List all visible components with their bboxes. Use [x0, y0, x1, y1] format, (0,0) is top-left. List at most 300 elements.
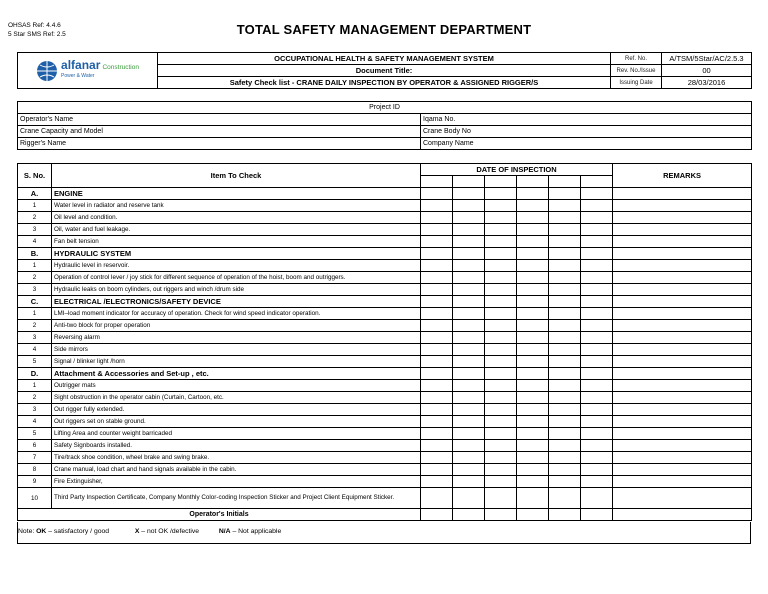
item-number: 3 — [18, 224, 52, 236]
inspection-checkbox[interactable] — [549, 440, 581, 452]
remarks-cell[interactable] — [613, 200, 752, 212]
x-text: – not OK /defective — [141, 528, 200, 535]
inspection-checkbox[interactable] — [485, 320, 517, 332]
inspection-checkbox[interactable] — [453, 272, 485, 284]
item-number: 4 — [18, 416, 52, 428]
item-number: 2 — [18, 272, 52, 284]
inspection-checkbox[interactable] — [517, 428, 549, 440]
inspection-checkbox[interactable] — [581, 236, 613, 248]
section-row — [18, 368, 752, 380]
logo-cell — [18, 53, 158, 89]
item-text: Third Party Inspection Certificate, Company Monthly Color-coding Inspection Sticker and Project Client Equipment Sticker. — [52, 488, 421, 509]
inspection-checkbox[interactable] — [517, 332, 549, 344]
item-text: Water level in radiator and reserve tank — [52, 200, 421, 212]
inspection-checkbox[interactable] — [453, 296, 485, 308]
inspection-checkbox[interactable] — [453, 416, 485, 428]
logo-wordmark: alfanar — [61, 58, 101, 72]
inspection-checkbox[interactable] — [549, 404, 581, 416]
inspection-checkbox[interactable] — [453, 236, 485, 248]
ok-code: OK — [36, 528, 47, 535]
remarks-cell[interactable] — [613, 392, 752, 404]
remarks-cell[interactable] — [613, 272, 752, 284]
inspection-checkbox[interactable] — [453, 224, 485, 236]
inspection-checkbox[interactable] — [453, 440, 485, 452]
inspection-checkbox[interactable] — [421, 284, 453, 296]
inspection-checkbox[interactable] — [421, 272, 453, 284]
inspection-checkbox[interactable] — [453, 188, 485, 200]
document-header — [17, 52, 752, 89]
inspection-checkbox[interactable] — [517, 200, 549, 212]
remarks-cell[interactable] — [613, 224, 752, 236]
inspection-checkbox[interactable] — [517, 356, 549, 368]
remarks-cell[interactable] — [613, 416, 752, 428]
section-title: ENGINE — [52, 188, 421, 200]
table-row — [18, 236, 752, 248]
inspection-checkbox[interactable] — [485, 272, 517, 284]
table-row — [18, 224, 752, 236]
inspection-checkbox[interactable] — [549, 236, 581, 248]
item-number: 2 — [18, 320, 52, 332]
remarks-cell[interactable] — [613, 332, 752, 344]
inspection-checkbox[interactable] — [485, 260, 517, 272]
na-text: – Not applicable — [232, 528, 282, 535]
item-number: 5 — [18, 356, 52, 368]
inspection-checkbox[interactable] — [453, 308, 485, 320]
remarks-cell[interactable] — [613, 404, 752, 416]
inspection-checkbox[interactable] — [421, 416, 453, 428]
inspection-checkbox[interactable] — [453, 260, 485, 272]
inspection-checkbox[interactable] — [549, 260, 581, 272]
inspection-checkbox[interactable] — [581, 404, 613, 416]
inspection-checkbox[interactable] — [421, 464, 453, 476]
rigger-name-field[interactable]: Rigger's Name — [18, 138, 421, 150]
item-text: Reversing alarm — [52, 332, 421, 344]
inspection-checkbox[interactable] — [453, 320, 485, 332]
inspection-checkbox[interactable] — [581, 488, 613, 509]
inspection-checkbox[interactable] — [453, 284, 485, 296]
table-row — [18, 320, 752, 332]
item-number: 2 — [18, 212, 52, 224]
remarks-cell[interactable] — [613, 380, 752, 392]
item-text: Crane manual, load chart and hand signals available in the cabin. — [52, 464, 421, 476]
inspection-checkbox[interactable] — [581, 188, 613, 200]
item-text: Sight obstruction in the operator cabin (Curtain, Cartoon, etc. — [52, 392, 421, 404]
inspection-checkbox[interactable] — [517, 416, 549, 428]
inspection-checkbox[interactable] — [581, 332, 613, 344]
date-slot[interactable] — [581, 176, 613, 188]
inspection-checkbox[interactable] — [581, 344, 613, 356]
section-title: HYDRAULIC SYSTEM — [52, 248, 421, 260]
operator-name-field[interactable]: Operator's Name — [18, 114, 421, 126]
inspection-checkbox[interactable] — [549, 224, 581, 236]
inspection-checkbox[interactable] — [421, 248, 453, 260]
inspection-checkbox[interactable] — [517, 320, 549, 332]
col-sno: S. No. — [18, 164, 52, 188]
inspection-checkbox[interactable] — [581, 440, 613, 452]
inspection-checkbox[interactable] — [581, 308, 613, 320]
company-logo — [20, 60, 155, 82]
note-prefix: Note: — [18, 528, 35, 535]
inspection-checkbox[interactable] — [581, 509, 613, 521]
inspection-checkbox[interactable] — [485, 332, 517, 344]
inspection-checkbox[interactable] — [485, 476, 517, 488]
item-text: Fire Extinguisher, — [52, 476, 421, 488]
inspection-checkbox[interactable] — [581, 464, 613, 476]
inspection-checkbox[interactable] — [549, 272, 581, 284]
inspection-checkbox[interactable] — [485, 284, 517, 296]
inspection-checkbox[interactable] — [485, 188, 517, 200]
item-number: 6 — [18, 440, 52, 452]
inspection-checkbox[interactable] — [549, 416, 581, 428]
remarks-cell[interactable] — [613, 308, 752, 320]
table-row — [18, 272, 752, 284]
na-code: N/A — [218, 528, 231, 535]
inspection-checkbox[interactable] — [453, 476, 485, 488]
inspection-checkbox[interactable] — [485, 356, 517, 368]
remarks-cell[interactable] — [613, 440, 752, 452]
inspection-checkbox[interactable] — [549, 332, 581, 344]
item-text: Hydraulic leaks on boom cylinders, out riggers and winch /drum side — [52, 284, 421, 296]
inspection-checkbox[interactable] — [549, 284, 581, 296]
remarks-cell[interactable] — [613, 464, 752, 476]
remarks-cell[interactable] — [613, 284, 752, 296]
logo-division: Construction — [102, 64, 139, 71]
inspection-checkbox[interactable] — [421, 236, 453, 248]
inspection-checkbox[interactable] — [453, 344, 485, 356]
inspection-checkbox[interactable] — [581, 212, 613, 224]
inspection-checkbox[interactable] — [517, 296, 549, 308]
inspection-checkbox[interactable] — [421, 188, 453, 200]
inspection-checkbox[interactable] — [517, 224, 549, 236]
inspection-checkbox[interactable] — [453, 368, 485, 380]
inspection-checkbox[interactable] — [549, 380, 581, 392]
inspection-checkbox[interactable] — [421, 212, 453, 224]
inspection-checkbox[interactable] — [485, 416, 517, 428]
iqama-field[interactable]: Iqama No. — [421, 114, 752, 126]
item-number: 2 — [18, 392, 52, 404]
item-text: LMI–load moment indicator for accuracy of operation. Check for wind speed indicator operation. — [52, 308, 421, 320]
section-code: D. — [18, 368, 52, 380]
item-text: Outrigger mats — [52, 380, 421, 392]
issue-value: 28/03/2016 — [662, 77, 752, 89]
inspection-checkbox[interactable] — [485, 404, 517, 416]
inspection-checkbox[interactable] — [517, 236, 549, 248]
table-row — [18, 212, 752, 224]
col-remarks: REMARKS — [613, 164, 752, 188]
table-row — [18, 476, 752, 488]
table-row — [18, 344, 752, 356]
section-title: ELECTRICAL /ELECTRONICS/SAFETY DEVICE — [52, 296, 421, 308]
inspection-checkbox[interactable] — [485, 368, 517, 380]
inspection-checkbox[interactable] — [549, 212, 581, 224]
crane-body-field[interactable]: Crane Body No — [421, 126, 752, 138]
item-text: Lifting Area and counter weight barricaded — [52, 428, 421, 440]
rev-label: Rev. No./Issue — [611, 65, 662, 77]
inspection-checkbox[interactable] — [517, 272, 549, 284]
table-row — [18, 356, 752, 368]
inspection-checkbox[interactable] — [549, 509, 581, 521]
item-text: Out riggers set on stable ground. — [52, 416, 421, 428]
inspection-checkbox[interactable] — [549, 392, 581, 404]
inspection-checkbox[interactable] — [453, 332, 485, 344]
item-text: Tire/track shoe condition, wheel brake and swing brake. — [52, 452, 421, 464]
table-row — [18, 416, 752, 428]
inspection-checkbox[interactable] — [517, 248, 549, 260]
logo-tagline: Power & Water — [61, 73, 95, 79]
col-date: DATE OF INSPECTION — [421, 164, 613, 176]
inspection-checkbox[interactable] — [581, 296, 613, 308]
section-row — [18, 188, 752, 200]
inspection-checkbox[interactable] — [485, 452, 517, 464]
inspection-checkbox[interactable] — [549, 356, 581, 368]
inspection-checkbox[interactable] — [421, 488, 453, 509]
inspection-checkbox[interactable] — [485, 308, 517, 320]
inspection-checkbox[interactable] — [421, 404, 453, 416]
inspection-checkbox[interactable] — [485, 509, 517, 521]
item-text: Operation of control lever / joy stick for different sequence of operation of the hoist, boom and outriggers. — [52, 272, 421, 284]
item-text: Anti-two block for proper operation — [52, 320, 421, 332]
company-name-field[interactable]: Company Name — [421, 138, 752, 150]
item-number: 1 — [18, 308, 52, 320]
inspection-checkbox[interactable] — [517, 344, 549, 356]
ok-text: – satisfactory / good — [48, 528, 110, 535]
inspection-checkbox[interactable] — [581, 260, 613, 272]
inspection-checkbox[interactable] — [581, 284, 613, 296]
initials-row — [18, 509, 752, 521]
inspection-checkbox[interactable] — [517, 404, 549, 416]
inspection-checkbox[interactable] — [421, 392, 453, 404]
remarks-cell[interactable] — [613, 476, 752, 488]
inspection-checkbox[interactable] — [517, 260, 549, 272]
remarks-cell[interactable] — [613, 296, 752, 308]
inspection-checkbox[interactable] — [581, 452, 613, 464]
section-row — [18, 248, 752, 260]
remarks-cell[interactable] — [613, 260, 752, 272]
remarks-cell[interactable] — [613, 509, 752, 521]
inspection-checkbox[interactable] — [549, 476, 581, 488]
project-info — [17, 101, 752, 150]
inspection-checkbox[interactable] — [485, 464, 517, 476]
inspection-checkbox[interactable] — [549, 452, 581, 464]
inspection-checkbox[interactable] — [549, 488, 581, 509]
item-text: Side mirrors — [52, 344, 421, 356]
project-id-label: Project ID — [18, 102, 752, 114]
item-number: 8 — [18, 464, 52, 476]
note-frame — [17, 522, 751, 544]
inspection-checkbox[interactable] — [485, 392, 517, 404]
inspection-checkbox[interactable] — [453, 212, 485, 224]
inspection-checklist — [17, 163, 752, 521]
table-row — [18, 260, 752, 272]
table-row — [18, 308, 752, 320]
inspection-checkbox[interactable] — [453, 200, 485, 212]
item-text: Safety Signboards installed. — [52, 440, 421, 452]
section-code: A. — [18, 188, 52, 200]
inspection-checkbox[interactable] — [421, 344, 453, 356]
remarks-cell[interactable] — [613, 320, 752, 332]
star-sms-ref: 5 Star SMS Ref: 2.5 — [8, 31, 66, 38]
inspection-checkbox[interactable] — [421, 320, 453, 332]
inspection-checkbox[interactable] — [453, 464, 485, 476]
ohsas-ref: OHSAS Ref: 4.4.6 — [8, 22, 61, 29]
inspection-checkbox[interactable] — [485, 200, 517, 212]
ref-label: Ref. No. — [611, 53, 662, 65]
inspection-checkbox[interactable] — [517, 308, 549, 320]
item-number: 5 — [18, 428, 52, 440]
date-slot[interactable] — [421, 176, 453, 188]
table-row — [18, 404, 752, 416]
inspection-checkbox[interactable] — [485, 440, 517, 452]
inspection-checkbox[interactable] — [549, 248, 581, 260]
inspection-checkbox[interactable] — [549, 308, 581, 320]
inspection-checkbox[interactable] — [485, 236, 517, 248]
remarks-cell[interactable] — [613, 356, 752, 368]
globe-icon — [36, 60, 58, 82]
doc-title-label: Document Title: — [158, 65, 611, 77]
inspection-checkbox[interactable] — [485, 344, 517, 356]
inspection-checkbox[interactable] — [581, 368, 613, 380]
item-number: 1 — [18, 380, 52, 392]
inspection-checkbox[interactable] — [421, 308, 453, 320]
remarks-cell[interactable] — [613, 236, 752, 248]
inspection-checkbox[interactable] — [517, 380, 549, 392]
operator-initials-label: Operator's Initials — [18, 509, 421, 521]
remarks-cell[interactable] — [613, 188, 752, 200]
inspection-checkbox[interactable] — [549, 296, 581, 308]
table-row — [18, 440, 752, 452]
remarks-cell[interactable] — [613, 452, 752, 464]
inspection-checkbox[interactable] — [517, 188, 549, 200]
remarks-cell[interactable] — [613, 248, 752, 260]
inspection-checkbox[interactable] — [485, 212, 517, 224]
inspection-checkbox[interactable] — [485, 380, 517, 392]
inspection-checkbox[interactable] — [581, 428, 613, 440]
inspection-checkbox[interactable] — [517, 368, 549, 380]
inspection-checkbox[interactable] — [453, 392, 485, 404]
table-row — [18, 464, 752, 476]
inspection-checkbox[interactable] — [421, 380, 453, 392]
table-row — [18, 380, 752, 392]
date-slot[interactable] — [485, 176, 517, 188]
inspection-checkbox[interactable] — [581, 476, 613, 488]
inspection-checkbox[interactable] — [453, 248, 485, 260]
crane-capacity-field[interactable]: Crane Capacity and Model — [18, 126, 421, 138]
item-text: Out rigger fully extended. — [52, 404, 421, 416]
table-row — [18, 488, 752, 509]
inspection-checkbox[interactable] — [517, 452, 549, 464]
inspection-checkbox[interactable] — [421, 224, 453, 236]
inspection-checkbox[interactable] — [421, 440, 453, 452]
inspection-checkbox[interactable] — [485, 248, 517, 260]
item-number: 4 — [18, 344, 52, 356]
inspection-checkbox[interactable] — [453, 428, 485, 440]
inspection-checkbox[interactable] — [581, 380, 613, 392]
inspection-checkbox[interactable] — [581, 356, 613, 368]
inspection-checkbox[interactable] — [453, 380, 485, 392]
section-code: B. — [18, 248, 52, 260]
inspection-checkbox[interactable] — [581, 200, 613, 212]
inspection-checkbox[interactable] — [421, 452, 453, 464]
inspection-checkbox[interactable] — [421, 368, 453, 380]
issue-label: Issuing Date — [611, 77, 662, 89]
inspection-checkbox[interactable] — [517, 284, 549, 296]
doc-title: Safety Check list - CRANE DAILY INSPECTION BY OPERATOR & ASSIGNED RIGGER/S — [158, 77, 611, 89]
inspection-checkbox[interactable] — [517, 476, 549, 488]
inspection-checkbox[interactable] — [549, 320, 581, 332]
inspection-checkbox[interactable] — [581, 392, 613, 404]
item-number: 7 — [18, 452, 52, 464]
inspection-checkbox[interactable] — [485, 296, 517, 308]
table-row — [18, 428, 752, 440]
inspection-checkbox[interactable] — [485, 224, 517, 236]
remarks-cell[interactable] — [613, 488, 752, 509]
inspection-checkbox[interactable] — [485, 488, 517, 509]
table-row — [18, 200, 752, 212]
rev-value: 00 — [662, 65, 752, 77]
inspection-checkbox[interactable] — [517, 464, 549, 476]
ref-value: A/TSM/5Star/AC/2.5.3 — [662, 53, 752, 65]
date-slot[interactable] — [517, 176, 549, 188]
table-row — [18, 392, 752, 404]
inspection-checkbox[interactable] — [517, 212, 549, 224]
inspection-checkbox[interactable] — [581, 272, 613, 284]
inspection-checkbox[interactable] — [421, 296, 453, 308]
inspection-checkbox[interactable] — [581, 224, 613, 236]
section-title: Attachment & Accessories and Set-up , etc. — [52, 368, 421, 380]
inspection-checkbox[interactable] — [421, 356, 453, 368]
inspection-checkbox[interactable] — [581, 416, 613, 428]
date-slot[interactable] — [549, 176, 581, 188]
table-row — [18, 452, 752, 464]
inspection-checkbox[interactable] — [549, 464, 581, 476]
remarks-cell[interactable] — [613, 368, 752, 380]
inspection-checkbox[interactable] — [453, 488, 485, 509]
inspection-checkbox[interactable] — [453, 452, 485, 464]
col-item: Item To Check — [52, 164, 421, 188]
inspection-checkbox[interactable] — [453, 356, 485, 368]
inspection-checkbox[interactable] — [549, 200, 581, 212]
inspection-checkbox[interactable] — [421, 200, 453, 212]
inspection-checkbox[interactable] — [581, 320, 613, 332]
item-text: Oil level and condition. — [52, 212, 421, 224]
inspection-checkbox[interactable] — [549, 428, 581, 440]
date-slot[interactable] — [453, 176, 485, 188]
inspection-checkbox[interactable] — [517, 509, 549, 521]
inspection-checkbox[interactable] — [453, 509, 485, 521]
remarks-cell[interactable] — [613, 344, 752, 356]
inspection-checkbox[interactable] — [581, 248, 613, 260]
inspection-checkbox[interactable] — [549, 344, 581, 356]
page-title: TOTAL SAFETY MANAGEMENT DEPARTMENT — [236, 22, 532, 37]
inspection-checkbox[interactable] — [517, 488, 549, 509]
item-number: 9 — [18, 476, 52, 488]
inspection-checkbox[interactable] — [485, 428, 517, 440]
item-number: 3 — [18, 332, 52, 344]
remarks-cell[interactable] — [613, 212, 752, 224]
inspection-checkbox[interactable] — [517, 440, 549, 452]
inspection-checkbox[interactable] — [517, 392, 549, 404]
remarks-cell[interactable] — [613, 428, 752, 440]
inspection-checkbox[interactable] — [549, 368, 581, 380]
inspection-checkbox[interactable] — [549, 188, 581, 200]
inspection-checkbox[interactable] — [421, 428, 453, 440]
inspection-checkbox[interactable] — [421, 332, 453, 344]
section-row — [18, 296, 752, 308]
inspection-checkbox[interactable] — [453, 404, 485, 416]
inspection-checkbox[interactable] — [421, 509, 453, 521]
inspection-checkbox[interactable] — [421, 476, 453, 488]
inspection-checkbox[interactable] — [421, 260, 453, 272]
